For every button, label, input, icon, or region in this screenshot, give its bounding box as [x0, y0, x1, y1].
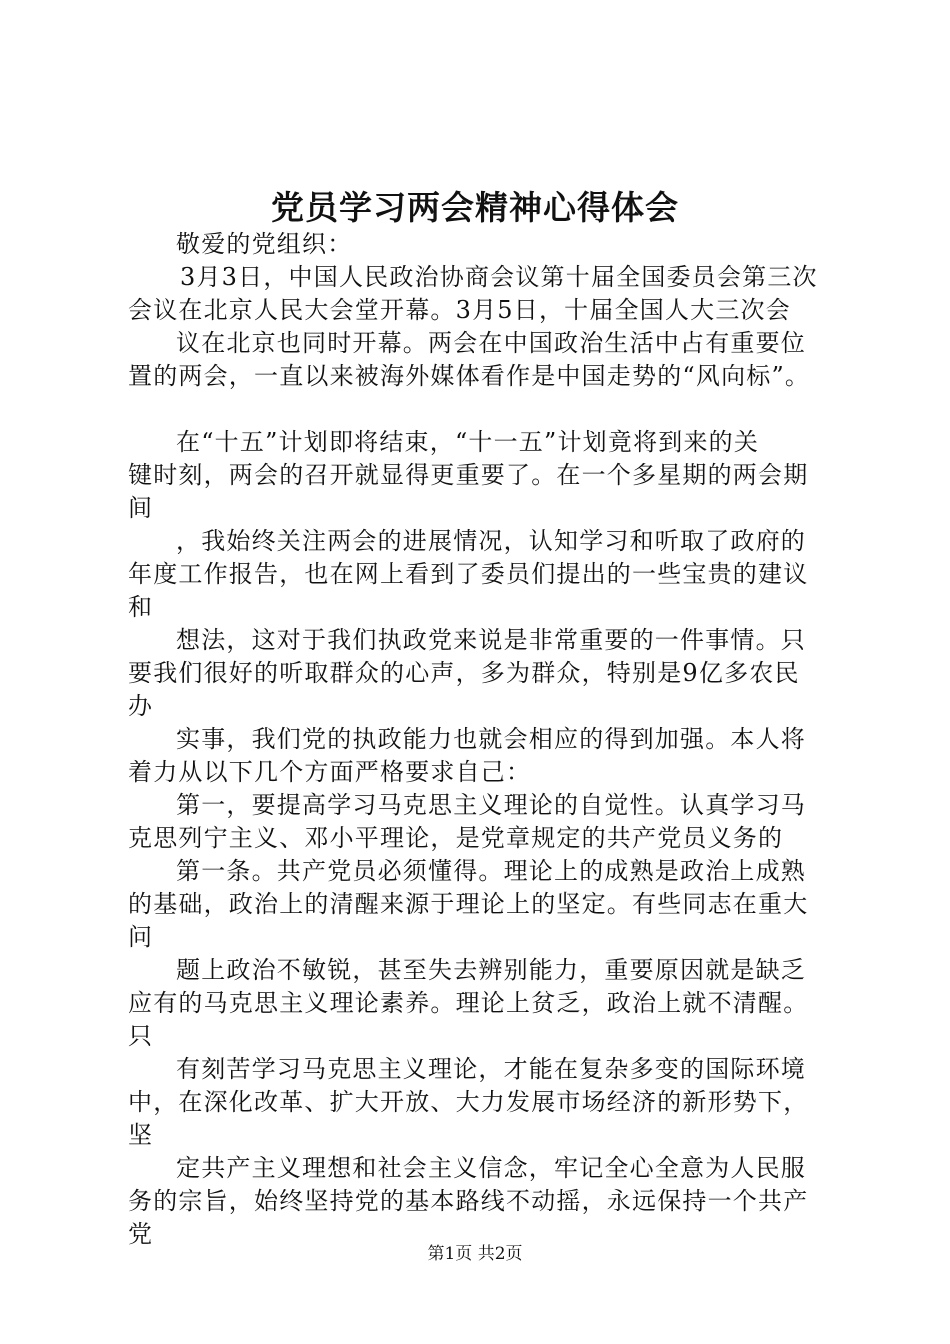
paragraph-line: 和 [128, 593, 154, 621]
paragraph-line: 实事，我们党的执政能力也就会相应的得到加强。本人将 [176, 725, 806, 753]
salutation-line: 敬爱的党组织： [176, 230, 353, 258]
paragraph-line: 间 [128, 494, 154, 522]
paragraph-line: 定共产主义理想和社会主义信念，牢记全心全意为人民服 [176, 1154, 806, 1182]
paragraph-line: 要我们很好的听取群众的心声，多为群众，特别是9亿多农民 [128, 659, 800, 687]
document-title: 党员学习两会精神心得体会 [271, 188, 679, 227]
paragraph-line: 想法，这对于我们执政党来说是非常重要的一件事情。只 [176, 626, 806, 654]
paragraph-line: 第一，要提高学习马克思主义理论的自觉性。认真学习马 [176, 791, 806, 819]
paragraph-line: 只 [128, 1022, 154, 1050]
document-body [128, 228, 838, 1251]
paragraph-line: 务的宗旨，始终坚持党的基本路线不动摇，永远保持一个共产 [128, 1187, 809, 1215]
paragraph-line: 第一条。共产党员必须懂得。理论上的成熟是政治上成熟 [176, 857, 806, 885]
paragraph-line: 会议在北京人民大会堂开幕。3月5日，十届全国人大三次会 [128, 296, 791, 324]
paragraph-line: 有刻苦学习马克思主义理论，才能在复杂多变的国际环境 [176, 1055, 806, 1083]
paragraph-line: 坚 [128, 1121, 154, 1149]
paragraph-line: 问 [128, 923, 154, 951]
paragraph-line: 的基础，政治上的清醒来源于理论上的坚定。有些同志在重大 [128, 890, 809, 918]
paragraph-line: 办 [128, 692, 154, 720]
page-number-footer: 第1页 共2页 [427, 1244, 523, 1264]
paragraph-line: 着力从以下几个方面严格要求自己： [128, 758, 532, 786]
paragraph-line: 克思列宁主义、邓小平理论，是党章规定的共产党员义务的 [128, 824, 784, 852]
paragraph-line: 置的两会，一直以来被海外媒体看作是中国走势的“风向标”。 [128, 362, 811, 390]
paragraph-line: 年度工作报告，也在网上看到了委员们提出的一些宝贵的建议 [128, 560, 809, 588]
paragraph-line: 题上政治不敏锐，甚至失去辨别能力，重要原因就是缺乏 [176, 956, 806, 984]
paragraph-line: 键时刻，两会的召开就显得更重要了。在一个多星期的两会期 [128, 461, 809, 489]
paragraph-line: ，我始终关注两会的进展情况，认知学习和听取了政府的 [176, 527, 806, 555]
paragraph-line: 3月3日，中国人民政治协商会议第十届全国委员会第三次 [180, 263, 818, 291]
paragraph-line: 在“十五”计划即将结束，“十一五”计划竟将到来的关 [176, 428, 760, 456]
paragraph-line: 应有的马克思主义理论素养。理论上贫乏，政治上就不清醒。 [128, 989, 809, 1017]
paragraph-line: 中，在深化改革、扩大开放、大力发展市场经济的新形势下， [128, 1088, 809, 1116]
blank-line [128, 393, 838, 426]
paragraph-line: 党 [128, 1220, 154, 1248]
paragraph-line: 议在北京也同时开幕。两会在中国政治生活中占有重要位 [176, 329, 806, 357]
